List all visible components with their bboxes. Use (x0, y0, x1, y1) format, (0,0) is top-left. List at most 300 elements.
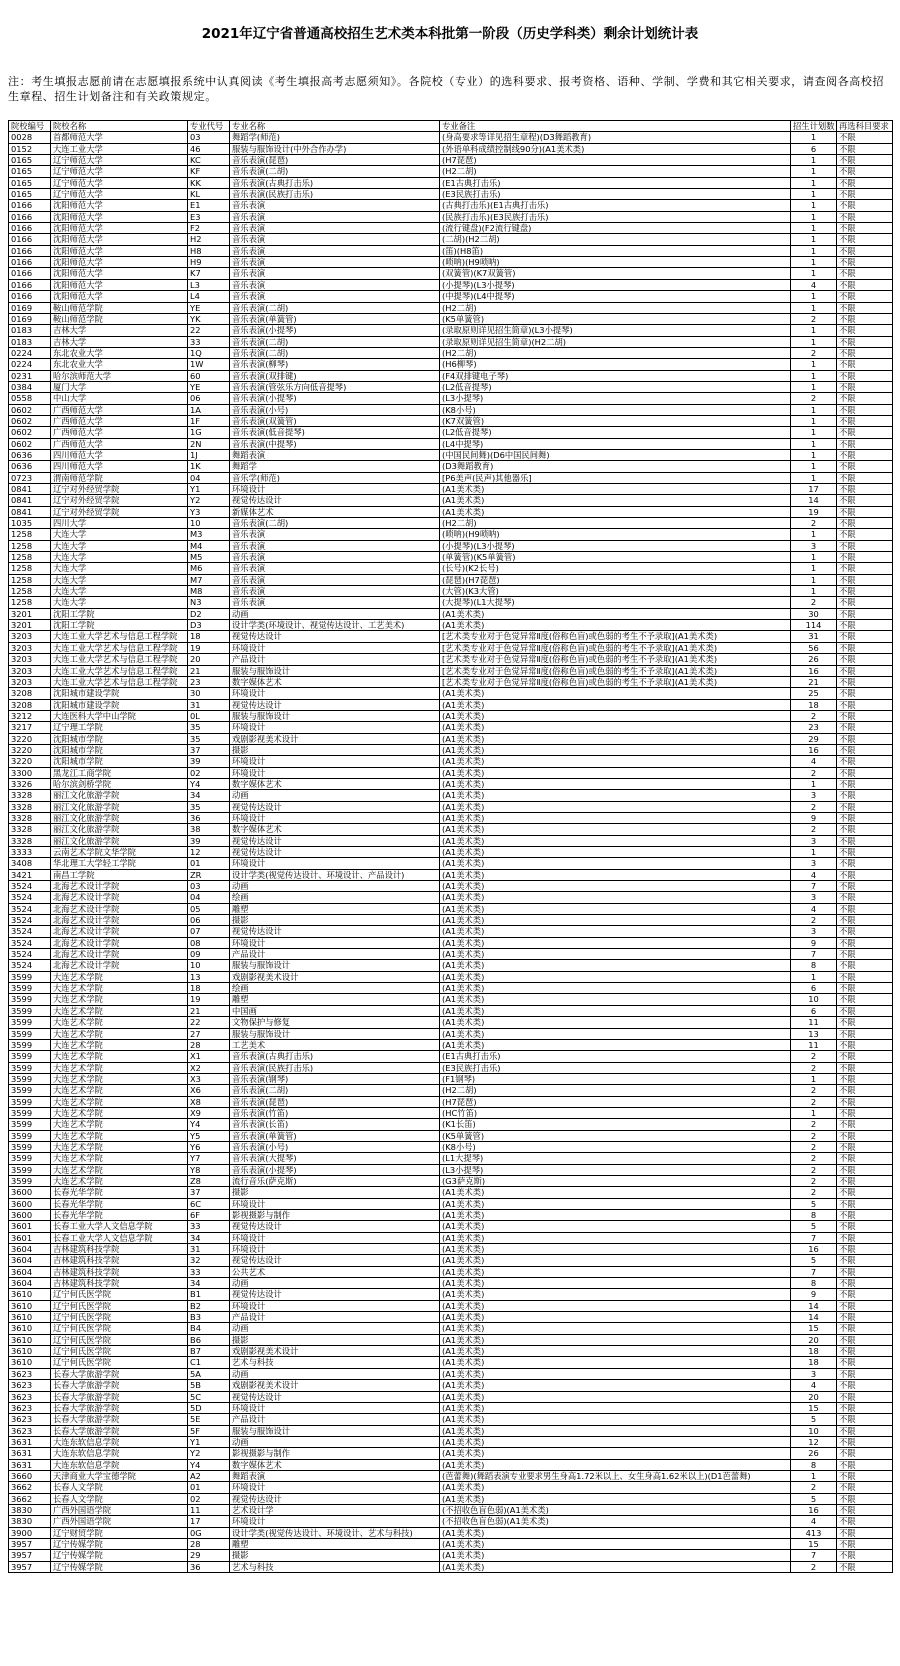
cell-school-name: 吉林建筑科技学院 (51, 1266, 188, 1277)
cell-major-code: A2 (188, 1470, 230, 1481)
cell-major-name: 戏剧影视美术设计 (230, 1380, 440, 1391)
cell-plan-count: 1 (791, 778, 837, 789)
cell-school-code: 3328 (9, 801, 51, 812)
cell-major-remark: (E1古典打击乐) (440, 1051, 791, 1062)
cell-major-code: C1 (188, 1357, 230, 1368)
cell-plan-count: 1 (791, 234, 837, 245)
cell-school-name: 大连艺术学院 (51, 1039, 188, 1050)
cell-school-code: 3660 (9, 1470, 51, 1481)
cell-school-code: 0169 (9, 302, 51, 313)
cell-plan-count: 16 (791, 665, 837, 676)
table-row (9, 631, 893, 642)
cell-subject-requirement: 不限 (837, 1289, 893, 1300)
cell-school-code: 0183 (9, 336, 51, 347)
cell-plan-count: 9 (791, 812, 837, 823)
cell-major-name: 视觉传达设计 (230, 1391, 440, 1402)
table-row (9, 302, 893, 313)
cell-subject-requirement: 不限 (837, 279, 893, 290)
cell-school-code: 0558 (9, 393, 51, 404)
cell-school-code: 3601 (9, 1232, 51, 1243)
cell-school-code: 3328 (9, 812, 51, 823)
cell-major-name: 音乐表演 (230, 279, 440, 290)
cell-major-name: 音乐表演 (230, 268, 440, 279)
cell-school-code: 3408 (9, 858, 51, 869)
cell-plan-count: 26 (791, 1448, 837, 1459)
cell-major-code: M7 (188, 574, 230, 585)
cell-school-code: 0384 (9, 381, 51, 392)
cell-school-name: 云南艺术学院文华学院 (51, 847, 188, 858)
cell-major-name: 音乐表演 (230, 211, 440, 222)
cell-major-remark: (A1美术类) (440, 790, 791, 801)
cell-major-code: 33 (188, 1221, 230, 1232)
cell-major-name: 动画 (230, 608, 440, 619)
cell-major-name: 设计学类(视觉传达设计、环境设计、产品设计) (230, 869, 440, 880)
cell-subject-requirement: 不限 (837, 676, 893, 687)
table-row (9, 1085, 893, 1096)
cell-major-remark: (H7琵琶) (440, 1096, 791, 1107)
cell-major-name: 摄影 (230, 1550, 440, 1561)
table-row (9, 472, 893, 483)
cell-major-remark: (A1美术类) (440, 1402, 791, 1413)
cell-school-code: 3524 (9, 903, 51, 914)
cell-major-name: 音乐表演(古典打击乐) (230, 177, 440, 188)
cell-subject-requirement: 不限 (837, 223, 893, 234)
cell-subject-requirement: 不限 (837, 971, 893, 982)
cell-school-code: 3599 (9, 971, 51, 982)
cell-plan-count: 25 (791, 688, 837, 699)
cell-school-code: 0231 (9, 370, 51, 381)
cell-subject-requirement: 不限 (837, 1368, 893, 1379)
cell-school-name: 辽宁理工学院 (51, 722, 188, 733)
cell-major-code: 31 (188, 699, 230, 710)
cell-school-name: 天津商业大学宝德学院 (51, 1470, 188, 1481)
cell-major-name: 音乐表演(民族打击乐) (230, 1062, 440, 1073)
cell-major-name: 音乐学(师范) (230, 472, 440, 483)
table-row (9, 926, 893, 937)
cell-school-code: 3610 (9, 1300, 51, 1311)
cell-major-code: H9 (188, 257, 230, 268)
cell-school-code: 1258 (9, 597, 51, 608)
table-row (9, 234, 893, 245)
cell-major-name: 音乐表演(二胡) (230, 302, 440, 313)
cell-school-name: 长春大学旅游学院 (51, 1425, 188, 1436)
cell-major-remark: (K8小号) (440, 404, 791, 415)
cell-major-name: 环境设计 (230, 1232, 440, 1243)
cell-major-code: 04 (188, 472, 230, 483)
cell-major-remark: [艺术类专业对于色觉异常Ⅱ度(俗称色盲)或色弱的考生不予录取](A1美术类) (440, 631, 791, 642)
cell-school-name: 大连东软信息学院 (51, 1459, 188, 1470)
cell-subject-requirement: 不限 (837, 699, 893, 710)
cell-subject-requirement: 不限 (837, 1017, 893, 1028)
cell-plan-count: 7 (791, 1232, 837, 1243)
cell-major-code: 06 (188, 915, 230, 926)
cell-subject-requirement: 不限 (837, 415, 893, 426)
cell-major-code: 5C (188, 1391, 230, 1402)
cell-major-code: 19 (188, 642, 230, 653)
table-row (9, 313, 893, 324)
cell-plan-count: 4 (791, 1380, 837, 1391)
cell-plan-count: 2 (791, 1141, 837, 1152)
cell-major-code: X9 (188, 1107, 230, 1118)
cell-school-code: 0166 (9, 245, 51, 256)
cell-major-name: 动画 (230, 1278, 440, 1289)
cell-major-remark: [艺术类专业对于色觉异常Ⅱ度(俗称色盲)或色弱的考生不予录取](A1美术类) (440, 665, 791, 676)
cell-school-name: 大连艺术学院 (51, 1096, 188, 1107)
cell-subject-requirement: 不限 (837, 1187, 893, 1198)
cell-plan-count: 8 (791, 1278, 837, 1289)
cell-school-code: 1258 (9, 563, 51, 574)
cell-school-name: 辽宁财贸学院 (51, 1527, 188, 1538)
table-row (9, 722, 893, 733)
cell-school-name: 大连大学 (51, 552, 188, 563)
cell-major-code: 1J (188, 449, 230, 460)
cell-school-code: 3217 (9, 722, 51, 733)
cell-school-name: 长春人文学院 (51, 1482, 188, 1493)
cell-subject-requirement: 不限 (837, 461, 893, 472)
cell-plan-count: 15 (791, 1538, 837, 1549)
cell-school-name: 大连艺术学院 (51, 994, 188, 1005)
cell-subject-requirement: 不限 (837, 835, 893, 846)
cell-school-code: 3599 (9, 1085, 51, 1096)
cell-school-name: 丽江文化旅游学院 (51, 812, 188, 823)
cell-school-code: 3220 (9, 756, 51, 767)
cell-major-code: 21 (188, 665, 230, 676)
cell-school-code: 3599 (9, 1005, 51, 1016)
cell-major-remark: (单簧管)(K5单簧管) (440, 552, 791, 563)
cell-school-name: 大连大学 (51, 540, 188, 551)
cell-school-name: 广西外国语学院 (51, 1516, 188, 1527)
cell-school-name: 大连艺术学院 (51, 1085, 188, 1096)
cell-plan-count: 31 (791, 631, 837, 642)
cell-school-code: 3601 (9, 1221, 51, 1232)
cell-major-code: 21 (188, 1005, 230, 1016)
cell-major-name: 设计学类(视觉传达设计、环境设计、艺术与科技) (230, 1527, 440, 1538)
cell-major-remark: (A1美术类) (440, 1459, 791, 1470)
cell-subject-requirement: 不限 (837, 1527, 893, 1538)
cell-school-name: 大连艺术学院 (51, 1017, 188, 1028)
cell-major-remark: (A1美术类) (440, 1391, 791, 1402)
cell-school-name: 华北理工大学轻工学院 (51, 858, 188, 869)
cell-major-name: 音乐表演 (230, 291, 440, 302)
cell-major-name: 新媒体艺术 (230, 506, 440, 517)
cell-major-code: Z8 (188, 1175, 230, 1186)
cell-school-name: 大连艺术学院 (51, 1107, 188, 1118)
table-row (9, 1425, 893, 1436)
cell-school-code: 3524 (9, 949, 51, 960)
cell-major-name: 绘画 (230, 892, 440, 903)
cell-school-name: 厦门大学 (51, 381, 188, 392)
header-major-code: 专业代号 (188, 121, 230, 132)
cell-school-code: 3220 (9, 744, 51, 755)
cell-major-code: 04 (188, 892, 230, 903)
cell-major-remark: (H7琵琶) (440, 155, 791, 166)
cell-major-remark: (录取原则详见招生简章)(L3小提琴) (440, 325, 791, 336)
cell-major-code: 23 (188, 676, 230, 687)
cell-subject-requirement: 不限 (837, 1470, 893, 1481)
cell-school-code: 3203 (9, 631, 51, 642)
cell-school-code: 3599 (9, 1153, 51, 1164)
cell-school-name: 大连艺术学院 (51, 1164, 188, 1175)
table-row (9, 1039, 893, 1050)
cell-subject-requirement: 不限 (837, 132, 893, 143)
cell-major-name: 音乐表演(琵琶) (230, 155, 440, 166)
cell-major-code: 03 (188, 132, 230, 143)
cell-subject-requirement: 不限 (837, 926, 893, 937)
cell-major-remark: (录取原则详见招生简章)(H2二胡) (440, 336, 791, 347)
cell-school-name: 辽宁何氏医学院 (51, 1357, 188, 1368)
cell-subject-requirement: 不限 (837, 1141, 893, 1152)
cell-major-code: 35 (188, 801, 230, 812)
cell-plan-count: 3 (791, 835, 837, 846)
cell-plan-count: 1 (791, 427, 837, 438)
cell-subject-requirement: 不限 (837, 552, 893, 563)
cell-major-code: 60 (188, 370, 230, 381)
cell-school-code: 3604 (9, 1266, 51, 1277)
cell-plan-count: 2 (791, 767, 837, 778)
cell-major-name: 音乐表演(二胡) (230, 166, 440, 177)
cell-subject-requirement: 不限 (837, 1538, 893, 1549)
cell-school-code: 0028 (9, 132, 51, 143)
table-row (9, 518, 893, 529)
cell-major-name: 视觉传达设计 (230, 926, 440, 937)
cell-major-name: 音乐表演(竹笛) (230, 1107, 440, 1118)
cell-subject-requirement: 不限 (837, 325, 893, 336)
cell-major-remark: (A1美术类) (440, 484, 791, 495)
cell-plan-count: 18 (791, 699, 837, 710)
table-row (9, 155, 893, 166)
table-row (9, 449, 893, 460)
cell-major-name: 舞蹈表演 (230, 1470, 440, 1481)
cell-major-remark: (A1美术类) (440, 801, 791, 812)
cell-major-name: 环境设计 (230, 1516, 440, 1527)
cell-major-name: 舞蹈学 (230, 461, 440, 472)
cell-school-code: 3900 (9, 1527, 51, 1538)
cell-school-code: 3524 (9, 960, 51, 971)
cell-major-name: 视觉传达设计 (230, 835, 440, 846)
cell-plan-count: 2 (791, 1062, 837, 1073)
cell-school-name: 吉林建筑科技学院 (51, 1255, 188, 1266)
cell-plan-count: 1 (791, 1073, 837, 1084)
table-row (9, 1459, 893, 1470)
cell-major-code: D3 (188, 620, 230, 631)
cell-subject-requirement: 不限 (837, 1028, 893, 1039)
cell-major-remark: (A1美术类) (440, 1005, 791, 1016)
cell-major-name: 视觉传达设计 (230, 699, 440, 710)
cell-major-remark: (A1美术类) (440, 847, 791, 858)
cell-subject-requirement: 不限 (837, 937, 893, 948)
cell-school-code: 0166 (9, 279, 51, 290)
cell-major-code: 46 (188, 143, 230, 154)
cell-school-code: 3610 (9, 1289, 51, 1300)
cell-school-name: 大连艺术学院 (51, 1028, 188, 1039)
cell-major-name: 环境设计 (230, 1482, 440, 1493)
cell-school-name: 广西师范大学 (51, 438, 188, 449)
table-row (9, 1380, 893, 1391)
cell-school-code: 0165 (9, 177, 51, 188)
table-row (9, 574, 893, 585)
cell-major-code: ZR (188, 869, 230, 880)
table-row (9, 1210, 893, 1221)
cell-school-code: 3623 (9, 1391, 51, 1402)
cell-major-name: 影视摄影与制作 (230, 1210, 440, 1221)
cell-major-code: Y1 (188, 1436, 230, 1447)
cell-major-remark: (A1美术类) (440, 620, 791, 631)
cell-major-remark: (二胡)(H2二胡) (440, 234, 791, 245)
cell-subject-requirement: 不限 (837, 540, 893, 551)
cell-major-remark: (A1美术类) (440, 1425, 791, 1436)
cell-subject-requirement: 不限 (837, 597, 893, 608)
cell-major-name: 环境设计 (230, 937, 440, 948)
cell-school-name: 沈阳师范大学 (51, 279, 188, 290)
table-row (9, 461, 893, 472)
cell-plan-count: 1 (791, 155, 837, 166)
cell-major-name: 文物保护与修复 (230, 1017, 440, 1028)
cell-major-code: 1F (188, 415, 230, 426)
cell-major-code: 37 (188, 1187, 230, 1198)
cell-major-name: 音乐表演 (230, 540, 440, 551)
cell-school-code: 3300 (9, 767, 51, 778)
cell-subject-requirement: 不限 (837, 1504, 893, 1515)
cell-subject-requirement: 不限 (837, 722, 893, 733)
cell-school-name: 大连医科大学中山学院 (51, 710, 188, 721)
cell-plan-count: 1 (791, 189, 837, 200)
cell-subject-requirement: 不限 (837, 1153, 893, 1164)
cell-major-code: Y4 (188, 778, 230, 789)
cell-major-remark: [P6美声(民声)其他器乐] (440, 472, 791, 483)
cell-major-remark: (A1美术类) (440, 688, 791, 699)
cell-plan-count: 1 (791, 200, 837, 211)
cell-school-name: 辽宁传媒学院 (51, 1550, 188, 1561)
table-row (9, 257, 893, 268)
cell-major-remark: (民族打击乐)(E3民族打击乐) (440, 211, 791, 222)
cell-major-remark: [艺术类专业对于色觉异常Ⅱ度(俗称色盲)或色弱的考生不予录取](A1美术类) (440, 642, 791, 653)
table-row (9, 903, 893, 914)
cell-major-remark: (不招收色盲色弱)(A1美术类) (440, 1516, 791, 1527)
table-row (9, 994, 893, 1005)
cell-major-remark: (A1美术类) (440, 1493, 791, 1504)
cell-major-code: 35 (188, 722, 230, 733)
cell-major-name: 视觉传达设计 (230, 1221, 440, 1232)
cell-major-remark: (L2低音提琴) (440, 427, 791, 438)
cell-school-code: 3524 (9, 892, 51, 903)
cell-major-remark: (A1美术类) (440, 903, 791, 914)
table-row (9, 336, 893, 347)
cell-school-name: 大连东软信息学院 (51, 1448, 188, 1459)
cell-school-name: 东北农业大学 (51, 359, 188, 370)
cell-school-name: 大连艺术学院 (51, 1153, 188, 1164)
cell-school-name: 沈阳工学院 (51, 620, 188, 631)
cell-major-code: X6 (188, 1085, 230, 1096)
cell-school-code: 3599 (9, 1051, 51, 1062)
cell-major-code: 31 (188, 1244, 230, 1255)
table-row (9, 1527, 893, 1538)
cell-subject-requirement: 不限 (837, 302, 893, 313)
cell-school-code: 3830 (9, 1516, 51, 1527)
cell-school-code: 1035 (9, 518, 51, 529)
cell-major-name: 音乐表演 (230, 552, 440, 563)
cell-major-code: 2N (188, 438, 230, 449)
cell-plan-count: 10 (791, 1425, 837, 1436)
cell-major-remark: (K1长笛) (440, 1119, 791, 1130)
cell-plan-count: 18 (791, 1357, 837, 1368)
cell-plan-count: 1 (791, 336, 837, 347)
cell-school-code: 3203 (9, 654, 51, 665)
cell-subject-requirement: 不限 (837, 563, 893, 574)
cell-school-name: 沈阳师范大学 (51, 245, 188, 256)
cell-major-remark: (K8小号) (440, 1141, 791, 1152)
cell-school-name: 大连大学 (51, 586, 188, 597)
cell-school-code: 0636 (9, 461, 51, 472)
cell-school-name: 北海艺术设计学院 (51, 892, 188, 903)
cell-major-code: H2 (188, 234, 230, 245)
cell-plan-count: 2 (791, 1096, 837, 1107)
table-row (9, 710, 893, 721)
cell-plan-count: 1 (791, 847, 837, 858)
cell-major-remark: (A1美术类) (440, 608, 791, 619)
cell-plan-count: 2 (791, 710, 837, 721)
cell-subject-requirement: 不限 (837, 1096, 893, 1107)
cell-plan-count: 3 (791, 790, 837, 801)
cell-major-remark: (A1美术类) (440, 892, 791, 903)
cell-school-name: 渭南师范学院 (51, 472, 188, 483)
cell-school-code: 3599 (9, 1141, 51, 1152)
cell-major-code: 32 (188, 1255, 230, 1266)
cell-plan-count: 6 (791, 1005, 837, 1016)
cell-major-remark: (长号)(K2长号) (440, 563, 791, 574)
cell-major-code: 34 (188, 1278, 230, 1289)
table-row (9, 1368, 893, 1379)
table-row (9, 268, 893, 279)
cell-major-code: L4 (188, 291, 230, 302)
cell-subject-requirement: 不限 (837, 1107, 893, 1118)
cell-major-name: 音乐表演(中提琴) (230, 438, 440, 449)
cell-plan-count: 1 (791, 563, 837, 574)
cell-major-remark: (不招收色盲色弱)(A1美术类) (440, 1504, 791, 1515)
cell-school-code: 3203 (9, 665, 51, 676)
header-major-remark: 专业备注 (440, 121, 791, 132)
cell-plan-count: 114 (791, 620, 837, 631)
cell-major-code: 06 (188, 393, 230, 404)
cell-school-name: 鞍山师范学院 (51, 313, 188, 324)
table-row (9, 960, 893, 971)
cell-subject-requirement: 不限 (837, 710, 893, 721)
cell-plan-count: 1 (791, 359, 837, 370)
cell-subject-requirement: 不限 (837, 1312, 893, 1323)
cell-subject-requirement: 不限 (837, 756, 893, 767)
cell-plan-count: 1 (791, 449, 837, 460)
cell-subject-requirement: 不限 (837, 1436, 893, 1447)
cell-major-name: 摄影 (230, 1334, 440, 1345)
cell-school-code: 3623 (9, 1380, 51, 1391)
cell-major-name: 音乐表演(小提琴) (230, 393, 440, 404)
cell-major-name: 环境设计 (230, 1402, 440, 1413)
cell-major-code: Y4 (188, 1459, 230, 1470)
cell-school-name: 大连艺术学院 (51, 1051, 188, 1062)
cell-major-remark: (H2二胡) (440, 302, 791, 313)
cell-school-code: 0166 (9, 211, 51, 222)
cell-major-remark: (E3民族打击乐) (440, 189, 791, 200)
cell-major-code: X1 (188, 1051, 230, 1062)
cell-major-remark: (H2二胡) (440, 518, 791, 529)
table-row (9, 200, 893, 211)
cell-subject-requirement: 不限 (837, 915, 893, 926)
cell-major-remark: (小提琴)(L3小提琴) (440, 279, 791, 290)
cell-major-code: M4 (188, 540, 230, 551)
cell-plan-count: 2 (791, 1130, 837, 1141)
cell-plan-count: 13 (791, 1028, 837, 1039)
cell-plan-count: 3 (791, 858, 837, 869)
cell-school-name: 辽宁何氏医学院 (51, 1289, 188, 1300)
